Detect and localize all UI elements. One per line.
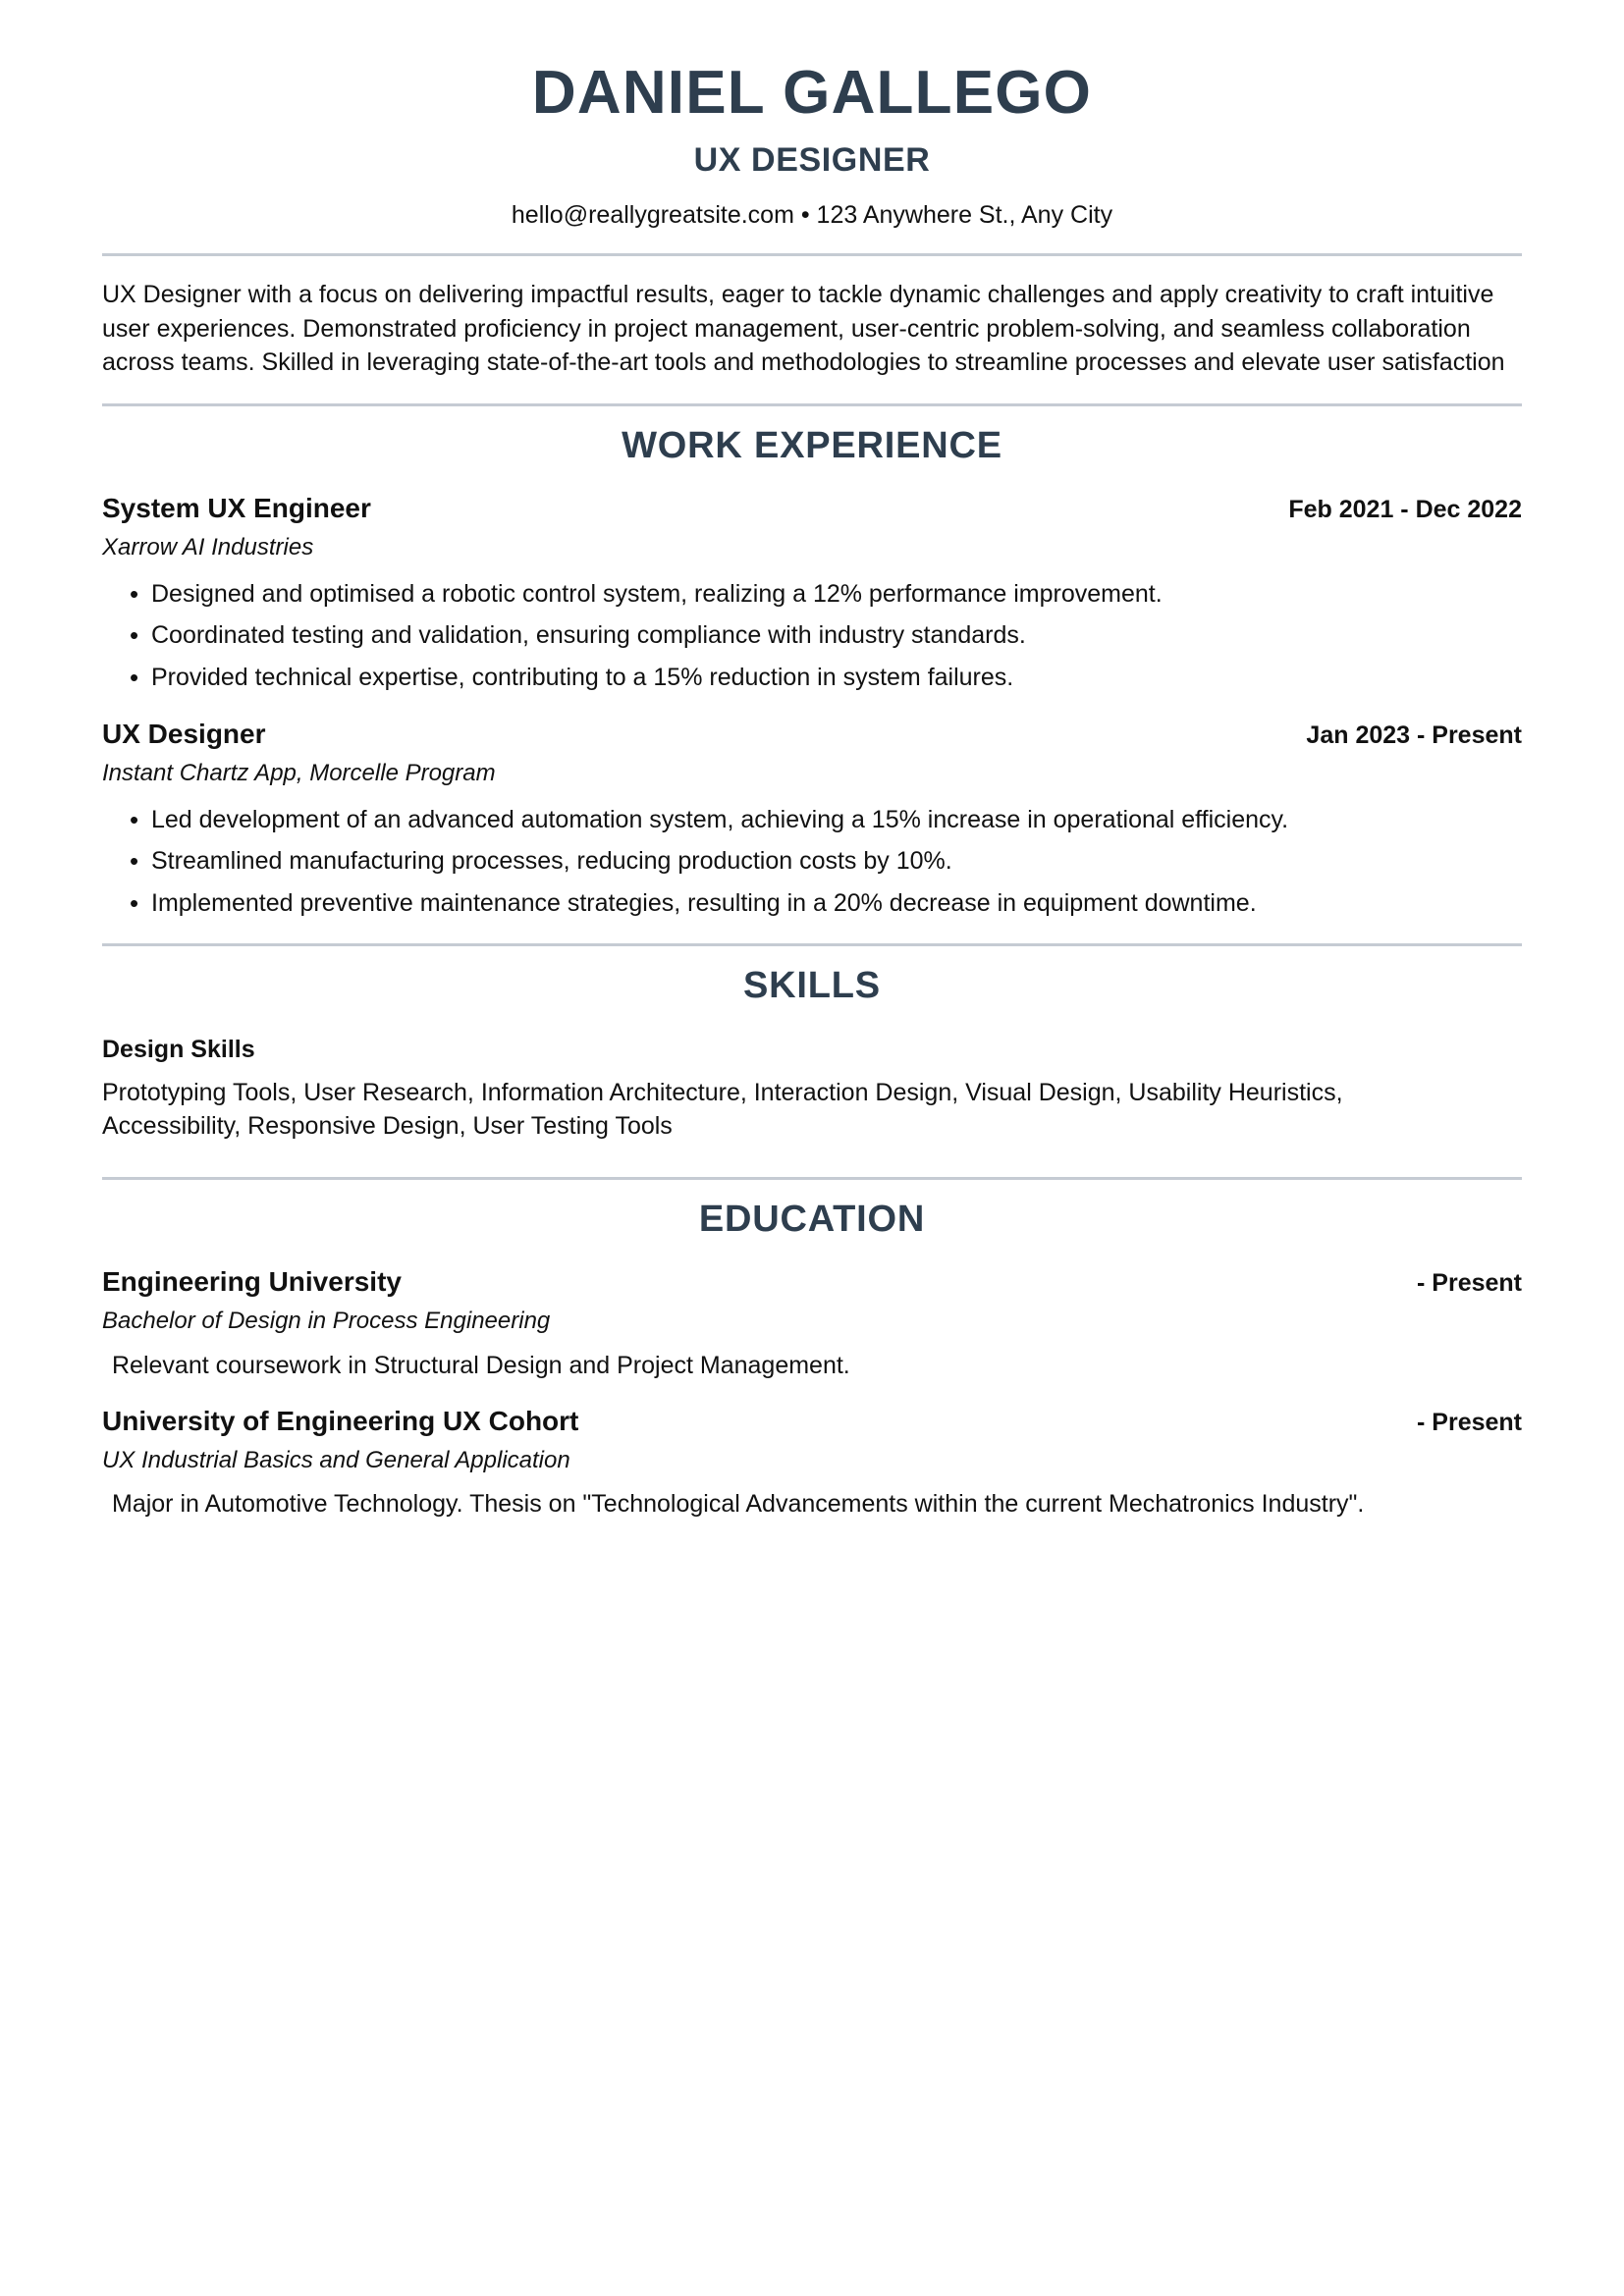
work-entry-title: System UX Engineer xyxy=(102,493,371,524)
education-entry-date: - Present xyxy=(1417,1269,1522,1298)
education-entry xyxy=(102,1405,1522,1521)
candidate-name: DANIEL GALLEGO xyxy=(531,59,1093,127)
section-title-work-experience: WORK EXPERIENCE xyxy=(622,424,1002,466)
education-entry-institution: Engineering University xyxy=(102,1266,402,1298)
resume-header xyxy=(102,0,1522,230)
work-entry-title: UX Designer xyxy=(102,719,266,750)
section-title-skills: SKILLS xyxy=(743,965,881,1007)
work-entry xyxy=(102,718,1522,920)
work-entry-bullets xyxy=(102,804,1522,921)
education-entry-institution: University of Engineering UX Cohort xyxy=(102,1406,579,1437)
professional-summary: UX Designer with a focus on delivering impactful results, eager to tackle dynamic challenges and apply creativity to craft intuitive user experiences. Demonstrated proficiency in project management, user-centric problem-solving, and seamless collaboration across teams. Skilled in leveraging state-of-the-art tools and methodologies to streamline processes and elevate user satisfaction xyxy=(102,281,1505,377)
work-entry-date: Jan 2023 - Present xyxy=(1306,721,1522,750)
education-entry-header xyxy=(102,1405,1522,1438)
list-item: • Provided technical expertise, contributing to a 15% reduction in system failures. xyxy=(102,662,1522,695)
list-item: • Streamlined manufacturing processes, reducing production costs by 10%. xyxy=(102,845,1522,879)
education-entry-header xyxy=(102,1265,1522,1299)
work-entry-organization: Xarrow AI Industries xyxy=(102,533,314,561)
work-entry-date: Feb 2021 - Dec 2022 xyxy=(1288,496,1522,524)
education-entry-note: Relevant coursework in Structural Design and Project Management. xyxy=(112,1351,850,1379)
list-item: • Implemented preventive maintenance strategies, resulting in a 20% decrease in equipment downtime. xyxy=(102,887,1522,921)
work-entry-bullets xyxy=(102,578,1522,695)
divider-header xyxy=(102,253,1522,256)
contact-line: hello@reallygreatsite.com • 123 Anywhere St., Any City xyxy=(511,201,1113,230)
section-education xyxy=(102,1198,1522,1521)
education-entry-date: - Present xyxy=(1417,1409,1522,1437)
skill-group xyxy=(102,1035,1522,1144)
education-entry-degree: Bachelor of Design in Process Engineering xyxy=(102,1307,551,1334)
work-entry-organization: Instant Chartz App, Morcelle Program xyxy=(102,759,496,786)
divider-summary xyxy=(102,403,1522,406)
section-title-education: EDUCATION xyxy=(698,1198,926,1240)
work-entry xyxy=(102,492,1522,694)
divider-work-experience xyxy=(102,943,1522,946)
section-work-experience xyxy=(102,424,1522,920)
education-entry-degree: UX Industrial Basics and General Application xyxy=(102,1446,570,1473)
candidate-job-title: UX DESIGNER xyxy=(693,140,931,179)
skill-group-label: Design Skills xyxy=(102,1035,255,1063)
education-entry xyxy=(102,1265,1522,1381)
section-skills xyxy=(102,964,1522,1153)
work-entry-header xyxy=(102,492,1522,525)
divider-skills xyxy=(102,1177,1522,1180)
education-entry-note: Major in Automotive Technology. Thesis on "Technological Advancements within the current Mechatronics Industry". xyxy=(112,1490,1365,1519)
list-item: • Designed and optimised a robotic control system, realizing a 12% performance improvement. xyxy=(102,578,1522,612)
list-item: • Led development of an advanced automation system, achieving a 15% increase in operational efficiency. xyxy=(102,804,1522,837)
skill-group-items: Prototyping Tools, User Research, Information Architecture, Interaction Design, Visual Design, Usability Heuristics, Accessibility, Responsive Design, User Testing Tools xyxy=(102,1078,1343,1141)
list-item: • Coordinated testing and validation, ensuring compliance with industry standards. xyxy=(102,619,1522,653)
work-entry-header xyxy=(102,718,1522,751)
